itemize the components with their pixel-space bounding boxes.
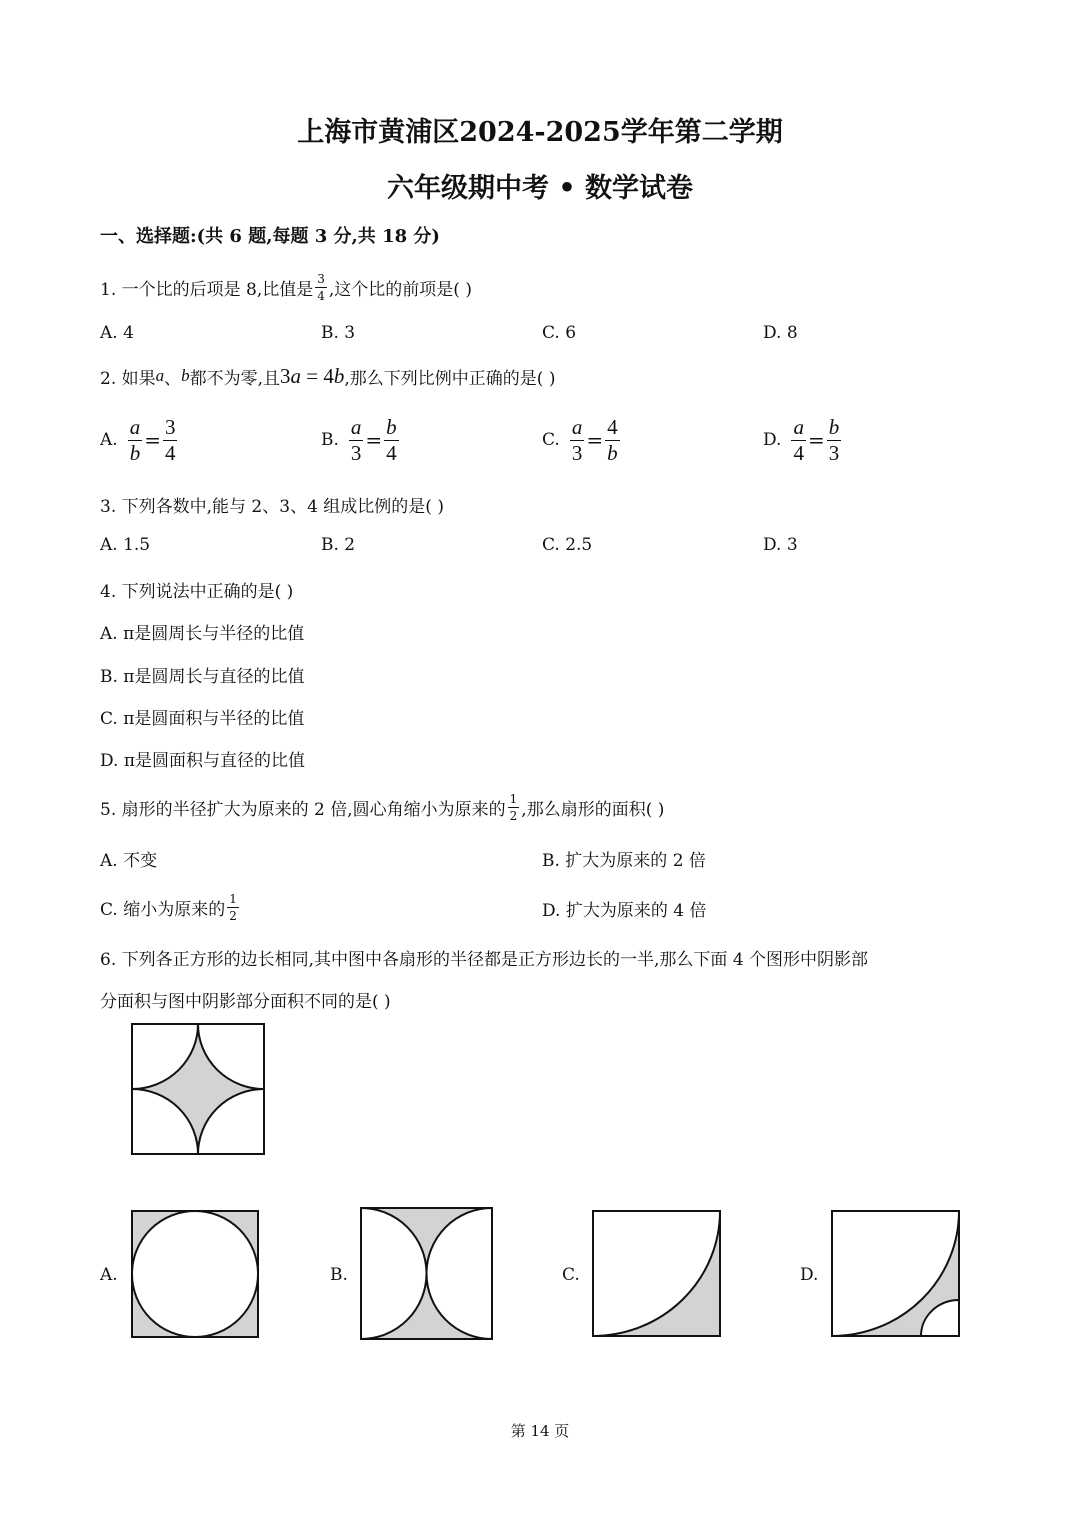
q2-c-f2-den: b bbox=[607, 440, 618, 465]
q2-a-f2-num: 3 bbox=[164, 414, 176, 439]
q2-b-f2-den: 4 bbox=[386, 440, 397, 465]
q2-option-c[interactable] bbox=[542, 412, 620, 468]
q2-c-equals: = bbox=[586, 428, 604, 452]
question-6-line1: 6. 下列各正方形的边长相同,其中图中各扇形的半径都是正方形边长的一半,那么下面 4 个图形中阴影部 bbox=[100, 950, 869, 970]
question-3: 3. 下列各数中,能与 2、3、4 组成比例的是( ) bbox=[100, 497, 444, 517]
q6-option-a-label[interactable]: A. bbox=[100, 1265, 118, 1285]
q2-equation bbox=[280, 364, 344, 389]
q2-b-equals: = bbox=[365, 428, 383, 452]
q1-text-pre: 1. 一个比的后项是 8,比值是 bbox=[100, 279, 314, 300]
q2-option-b-frac1 bbox=[349, 414, 364, 465]
q2-text-mid2: 都不为零,且 bbox=[189, 368, 281, 389]
q2-eq-sign: = bbox=[301, 363, 324, 388]
question-6-line2: 分面积与图中阴影部分面积不同的是( ) bbox=[100, 992, 391, 1012]
q1-option-a[interactable]: A. 4 bbox=[100, 323, 134, 343]
q3-option-a[interactable]: A. 1.5 bbox=[100, 535, 151, 555]
q2-a-f1-num: a bbox=[129, 414, 141, 439]
q2-option-b-frac2 bbox=[384, 414, 399, 465]
q2-option-d-label: D. bbox=[763, 430, 782, 450]
q1-frac-den: 4 bbox=[317, 288, 325, 303]
q4-option-b[interactable]: B. π是圆周长与直径的比值 bbox=[100, 667, 305, 687]
q2-option-a-frac2 bbox=[163, 414, 178, 465]
q2-c-f1-den: 3 bbox=[571, 440, 583, 465]
q1-text-post: ,这个比的前项是( ) bbox=[328, 279, 472, 300]
fig-a-circle bbox=[132, 1211, 258, 1337]
question-2 bbox=[100, 362, 555, 390]
q4-option-a[interactable]: A. π是圆周长与半径的比值 bbox=[100, 624, 305, 644]
q6-option-c-label[interactable]: C. bbox=[562, 1265, 580, 1285]
q2-option-d-frac1 bbox=[791, 414, 806, 465]
q1-option-b[interactable]: B. 3 bbox=[321, 323, 356, 343]
q2-option-a-frac1 bbox=[128, 414, 143, 465]
exam-title-line1: 上海市黄浦区2024-2025学年第二学期 bbox=[297, 117, 783, 148]
q3-option-c[interactable]: C. 2.5 bbox=[542, 535, 593, 555]
q2-option-d[interactable] bbox=[763, 412, 841, 468]
q2-eq-right-num: 4 bbox=[323, 363, 334, 388]
q6-option-d-label[interactable]: D. bbox=[800, 1265, 819, 1285]
q2-a-f2-den: 4 bbox=[164, 440, 176, 465]
q5-frac-num: 1 bbox=[509, 791, 518, 806]
q2-option-a[interactable] bbox=[100, 412, 177, 468]
q2-eq-left-num: 3 bbox=[280, 363, 291, 388]
question-5 bbox=[100, 788, 664, 826]
q4-option-c[interactable]: C. π是圆面积与半径的比值 bbox=[100, 709, 305, 729]
q2-d-f1-den: 4 bbox=[793, 440, 804, 465]
q1-frac-num: 3 bbox=[317, 271, 325, 286]
q1-option-d[interactable]: D. 8 bbox=[763, 323, 798, 343]
exam-title-line2: 六年级期中考 • 数学试卷 bbox=[386, 173, 694, 204]
q4-option-d[interactable]: D. π是圆面积与直径的比值 bbox=[100, 751, 306, 771]
q2-option-c-label: C. bbox=[542, 430, 560, 450]
q2-a-equals: = bbox=[144, 428, 161, 452]
q2-var-b: b bbox=[181, 366, 190, 385]
question-4: 4. 下列说法中正确的是( ) bbox=[100, 582, 294, 602]
q2-b-f1-den: 3 bbox=[350, 440, 362, 465]
q6-figure-a[interactable] bbox=[131, 1210, 259, 1338]
q5-option-d[interactable]: D. 扩大为原来的 4 倍 bbox=[542, 901, 707, 921]
section-heading: 一、选择题:(共 6 题,每题 3 分,共 18 分) bbox=[100, 226, 440, 247]
q6-reference-figure bbox=[131, 1023, 265, 1155]
q2-option-a-label: A. bbox=[100, 430, 118, 450]
q5-option-c-fraction bbox=[227, 893, 239, 922]
q6-figure-b[interactable] bbox=[360, 1207, 493, 1340]
q1-fraction bbox=[315, 273, 327, 302]
q2-d-f2-den: 3 bbox=[828, 440, 840, 465]
q2-a-f1-den: b bbox=[129, 440, 141, 465]
q6-figure-d[interactable] bbox=[831, 1210, 960, 1337]
q2-c-f2-num: 4 bbox=[607, 414, 618, 439]
q2-eq-left-var: a bbox=[290, 363, 302, 388]
q5-c-frac-num: 1 bbox=[229, 891, 237, 906]
q2-d-f1-num: a bbox=[793, 414, 804, 439]
page-number: 第 14 页 bbox=[510, 1422, 570, 1440]
q5-frac-den: 2 bbox=[509, 808, 518, 823]
q2-text-post: ,那么下列比例中正确的是( ) bbox=[344, 368, 556, 389]
q2-eq-right-var: b bbox=[333, 363, 345, 388]
q5-text-pre: 5. 扇形的半径扩大为原来的 2 倍,圆心角缩小为原来的 bbox=[100, 799, 506, 820]
q5-option-c-text: C. 缩小为原来的 bbox=[100, 899, 226, 920]
q2-option-b-label: B. bbox=[321, 430, 339, 450]
q2-c-f1-num: a bbox=[571, 414, 583, 439]
q2-text-mid1: 、 bbox=[164, 368, 182, 389]
q6-figure-c[interactable] bbox=[592, 1210, 721, 1337]
q2-option-c-frac1 bbox=[570, 414, 585, 465]
q5-option-a[interactable]: A. 不变 bbox=[100, 851, 158, 871]
q5-option-b[interactable]: B. 扩大为原来的 2 倍 bbox=[542, 851, 706, 871]
q2-b-f2-num: b bbox=[386, 414, 397, 439]
q5-text-post: ,那么扇形的面积( ) bbox=[521, 799, 665, 820]
q2-d-f2-num: b bbox=[828, 414, 840, 439]
q2-option-b[interactable] bbox=[321, 412, 399, 468]
q2-text-pre: 2. 如果 bbox=[100, 368, 156, 389]
question-1 bbox=[100, 262, 472, 312]
q5-fraction bbox=[508, 793, 520, 822]
q2-option-c-frac2 bbox=[605, 414, 620, 465]
q6-option-b-label[interactable]: B. bbox=[330, 1265, 348, 1285]
q3-option-b[interactable]: B. 2 bbox=[321, 535, 356, 555]
q1-option-c[interactable]: C. 6 bbox=[542, 323, 577, 343]
q2-var-a: a bbox=[155, 366, 165, 385]
q2-b-f1-num: a bbox=[350, 414, 362, 439]
q3-option-d[interactable]: D. 3 bbox=[763, 535, 798, 555]
q5-option-c[interactable] bbox=[100, 888, 241, 926]
q5-c-frac-den: 2 bbox=[229, 908, 237, 923]
q2-option-d-frac2 bbox=[827, 414, 842, 465]
q2-d-equals: = bbox=[807, 428, 825, 452]
